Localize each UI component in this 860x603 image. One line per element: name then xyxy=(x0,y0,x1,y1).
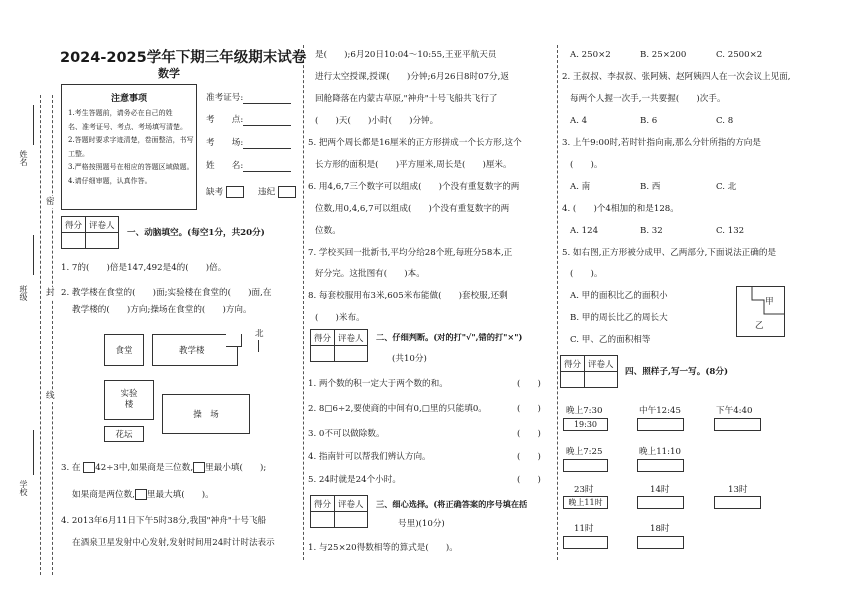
score-label: 得分 xyxy=(561,356,585,372)
score-cell[interactable] xyxy=(62,233,86,249)
q1-2-line2: 教学楼的( )方向;操场在食堂的( )方向。 xyxy=(72,305,252,315)
judge-answer-2[interactable]: ( ) xyxy=(517,404,541,414)
example-answer-2: 晚上11时 xyxy=(563,496,608,509)
name-underline xyxy=(33,105,34,145)
violation-label: 违纪 xyxy=(258,187,276,198)
answer-box[interactable] xyxy=(637,418,684,431)
choice-3-line2: ( )。 xyxy=(570,160,603,170)
q1-1: 1. 7的( )倍是147,492是4的( )倍。 xyxy=(61,263,227,273)
exam-room-label: 考 场: xyxy=(206,138,244,148)
exam-room-field[interactable] xyxy=(206,137,291,149)
time-prompt: 晚上7:25 xyxy=(566,447,603,457)
q1-3-line1: 3. 在 42÷3中,如果商是三位数, 里最小填( ); xyxy=(61,463,267,473)
time-prompt: 晚上11:10 xyxy=(639,447,681,457)
figure-label-yi: 乙 xyxy=(755,321,764,331)
answer-box[interactable] xyxy=(637,496,684,509)
time-prompt: 14时 xyxy=(650,485,670,495)
section1-title: 一、动脑填空。(每空1分，共20分) xyxy=(127,228,265,238)
choice-2-option-a[interactable]: A. 4 xyxy=(570,116,588,126)
map-north-label: 北 xyxy=(255,329,264,339)
q1-7-line1: 7. 学校买回一批新书,平均分给28个班,每班分58本,正 xyxy=(308,248,513,258)
map-playground: 操 场 xyxy=(162,394,250,434)
judge-item-4: 4. 指南针可以帮我们辨认方向。 xyxy=(308,452,431,462)
absent-field[interactable] xyxy=(206,186,244,199)
q1-3-line2: 如果商是两位数, 里最大填( )。 xyxy=(72,490,214,500)
q1-8-line1: 8. 每套校服用布3米,605米布能做( )套校服,还剩 xyxy=(308,291,508,301)
seal-char-mi: 密 xyxy=(46,197,55,207)
choice-4-option-a[interactable]: A. 124 xyxy=(570,226,599,236)
binding-line-inner xyxy=(52,95,53,575)
seal-char-xian: 线 xyxy=(46,391,55,401)
judge-answer-5[interactable]: ( ) xyxy=(517,475,541,485)
answer-box[interactable] xyxy=(637,459,684,472)
choice-1-option-b[interactable]: B. 25×200 xyxy=(640,50,687,60)
judge-answer-3[interactable]: ( ) xyxy=(517,429,541,439)
judge-answer-4[interactable]: ( ) xyxy=(517,452,541,462)
judge-item-2: 2. 8□6÷2,要使商的中间有0,□里的只能填0。 xyxy=(308,404,487,414)
violation-checkbox[interactable] xyxy=(278,186,296,198)
map-teaching-building: 教学楼 xyxy=(152,334,238,366)
exam-number-field[interactable] xyxy=(206,92,291,104)
class-underline xyxy=(33,235,34,275)
digit-box[interactable] xyxy=(135,489,147,500)
grader-cell[interactable] xyxy=(585,372,618,388)
time-prompt: 23时 xyxy=(574,485,594,495)
grader-label: 评卷人 xyxy=(86,217,119,233)
section3-title-cont: 号里)(10分) xyxy=(398,519,445,529)
choice-2-line1: 2. 王叔叔、李叔叔、张阿姨、赵阿姨四人在一次会议上见面, xyxy=(562,72,791,82)
exam-number-label: 准考证号: xyxy=(206,93,244,103)
answer-box[interactable] xyxy=(714,418,761,431)
time-prompt: 11时 xyxy=(574,524,594,534)
violation-field[interactable] xyxy=(258,186,296,199)
notice-item: 名、准考证号、考点、考场填写清楚。 xyxy=(68,122,187,131)
time-prompt: 18时 xyxy=(650,524,670,534)
q1-4-line2: 在酒泉卫星发射中心发射,发射时间用24时计时法表示 xyxy=(72,538,275,548)
binding-line-outer xyxy=(40,95,41,575)
column-divider-1 xyxy=(303,45,304,560)
section3-title: 三、细心选择。(将正确答案的序号填在括 xyxy=(376,499,528,509)
seal-char-feng: 封 xyxy=(46,288,55,298)
grader-cell[interactable] xyxy=(86,233,119,249)
choice-2-option-c[interactable]: C. 8 xyxy=(716,116,734,126)
absent-checkbox[interactable] xyxy=(226,186,244,198)
score-table-3 xyxy=(310,495,368,528)
answer-box[interactable] xyxy=(637,536,684,549)
q1-2-line1: 2. 教学楼在食堂的( )面;实验楼在食堂的( )面,在 xyxy=(61,288,272,298)
figure-label-jia: 甲 xyxy=(765,297,774,307)
digit-box[interactable] xyxy=(83,462,95,473)
q1-6-line1: 6. 用4,6,7三个数字可以组成( )个没有重复数字的两 xyxy=(308,182,520,192)
time-prompt: 晚上7:30 xyxy=(566,406,603,416)
digit-box[interactable] xyxy=(193,462,205,473)
section2-points: (共10分) xyxy=(392,354,427,364)
school-underline xyxy=(33,430,34,475)
score-table-4 xyxy=(560,355,618,388)
notice-item: 4.请仔细审题，认真作答。 xyxy=(68,176,152,185)
judge-item-3: 3. 0不可以做除数。 xyxy=(308,429,385,439)
grader-label: 评卷人 xyxy=(585,356,618,372)
column-divider-2 xyxy=(557,45,558,560)
notice-item: 1.考生答题前，请务必在自己的姓 xyxy=(68,109,173,117)
choice-5-option-b[interactable]: B. 甲的周长比乙的周长大 xyxy=(570,313,668,323)
q1-4-line5: 回舱降落在内蒙古草原,"神舟"十号飞船共飞行了 xyxy=(315,94,498,104)
choice-4-option-c[interactable]: C. 132 xyxy=(716,226,745,236)
judge-item-1: 1. 两个数的积一定大于两个数的和。 xyxy=(308,379,448,389)
score-label: 得分 xyxy=(311,330,335,346)
q1-4-line4: 进行太空授课,授课( )分钟;6月26日8时07分,返 xyxy=(315,72,509,82)
score-cell[interactable] xyxy=(311,512,335,528)
score-label: 得分 xyxy=(311,496,335,512)
exam-site-field[interactable] xyxy=(206,114,291,126)
map-flower-bed: 花坛 xyxy=(104,426,144,442)
choice-1: 1. 与25×20得数相等的算式是( )。 xyxy=(308,543,458,553)
score-table-1 xyxy=(61,216,119,249)
notice-item: 工整。 xyxy=(68,149,89,158)
notice-item: 2.答题时要求字迹清楚，卷面整洁，书写 xyxy=(68,136,194,144)
class-label: 班级 xyxy=(19,285,28,301)
choice-2-line2: 每两个人握一次手,一共要握( )次手。 xyxy=(570,94,726,104)
choice-3-option-a[interactable]: A. 南 xyxy=(570,182,591,192)
score-cell[interactable] xyxy=(311,346,335,362)
choice-3-option-b[interactable]: B. 西 xyxy=(640,182,661,192)
judge-answer-1[interactable]: ( ) xyxy=(517,379,541,389)
q1-6-line2: 位数,用0,4,6,7可以组成( )个没有重复数字的两 xyxy=(315,204,510,214)
score-label: 得分 xyxy=(62,217,86,233)
q1-5-line1: 5. 把两个周长都是16厘米的正方形拼成一个长方形,这个 xyxy=(308,138,522,148)
choice-3-line1: 3. 上午9:00时,若时针指向南,那么分针所指的方向是 xyxy=(562,138,761,148)
choice-4: 4. ( )个4相加的和是128。 xyxy=(562,204,679,214)
choice-5-line2: ( )。 xyxy=(570,269,603,279)
grader-cell[interactable] xyxy=(335,512,368,528)
student-name-label: 姓 名: xyxy=(206,161,244,171)
q1-5-line2: 长方形的面积是( )平方厘米,周长是( )厘米。 xyxy=(315,160,512,170)
judge-item-5: 5. 24时就是24个小时。 xyxy=(308,475,401,485)
score-cell[interactable] xyxy=(561,372,585,388)
q1-4-line3: 是( );6月20日10:04～10:55,王亚平航天员 xyxy=(315,50,497,60)
time-prompt: 下午4:40 xyxy=(716,406,753,416)
notice-title: 注意事项 xyxy=(110,94,147,104)
q1-4-line6: ( )天( )小时( )分钟。 xyxy=(315,116,439,126)
choice-1-option-c[interactable]: C. 2500×2 xyxy=(716,50,763,60)
map-building-notch xyxy=(226,334,242,347)
exam-site-label: 考 点: xyxy=(206,115,244,125)
grader-label: 评卷人 xyxy=(335,330,368,346)
section2-title: 二、仔细判断。(对的打"√",错的打"×") xyxy=(376,332,523,342)
choice-2-option-b[interactable]: B. 6 xyxy=(640,116,658,126)
choice-5-option-a[interactable]: A. 甲的面积比乙的面积小 xyxy=(570,291,668,301)
time-prompt: 13时 xyxy=(728,485,748,495)
absent-label: 缺考 xyxy=(206,187,224,198)
choice-3-option-c[interactable]: C. 北 xyxy=(716,182,737,192)
answer-box[interactable] xyxy=(563,459,608,472)
exam-subject: 数学 xyxy=(158,67,180,80)
choice-5-option-c[interactable]: C. 甲、乙的面积相等 xyxy=(570,335,651,345)
q1-6-line3: 位数。 xyxy=(315,226,341,236)
answer-box[interactable] xyxy=(714,496,761,509)
q1-4-line1: 4. 2013年6月11日下午5时38分,我国"神舟"十号飞船 xyxy=(61,516,267,526)
student-name-field[interactable] xyxy=(206,160,291,172)
example-answer: 19:30 xyxy=(563,418,608,431)
name-label: 姓名 xyxy=(19,150,28,166)
choice-5-line1: 5. 如右图,正方形被分成甲、乙两部分,下面说法正确的是 xyxy=(562,248,777,258)
choice-4-option-b[interactable]: B. 32 xyxy=(640,226,663,236)
q1-7-line2: 好分完。这批图有( )本。 xyxy=(315,269,425,279)
time-prompt: 中午12:45 xyxy=(639,406,681,416)
answer-box[interactable] xyxy=(563,536,608,549)
notice-item: 3.严格按照题号在相应的答题区域做题。 xyxy=(68,163,194,171)
notice-box xyxy=(61,84,197,210)
exam-title: 2024-2025学年下期三年级期末试卷 xyxy=(60,50,307,66)
grader-cell[interactable] xyxy=(335,346,368,362)
map-canteen: 食堂 xyxy=(104,334,144,366)
school-label: 学校 xyxy=(19,480,28,496)
choice-1-option-a[interactable]: A. 250×2 xyxy=(570,50,611,60)
map-lab-building: 实验楼 xyxy=(104,380,154,420)
score-table-2 xyxy=(310,329,368,362)
q1-8-line2: ( )米布。 xyxy=(315,313,365,323)
grader-label: 评卷人 xyxy=(335,496,368,512)
section4-title: 四、照样子,写一写。(8分) xyxy=(625,367,729,377)
north-arrow-icon xyxy=(258,340,259,352)
